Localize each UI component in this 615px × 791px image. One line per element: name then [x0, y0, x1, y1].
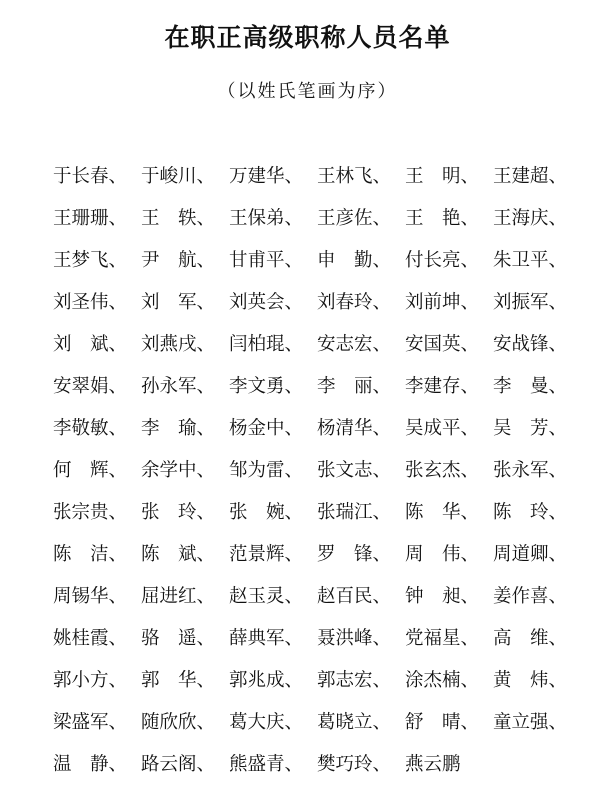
person-name: 于长春、: [53, 166, 128, 187]
person-name: 杨金中、: [229, 418, 304, 439]
person-name: 周 伟、: [405, 544, 480, 565]
name-row: [53, 240, 593, 282]
person-name: 童立强、: [493, 712, 568, 733]
person-name: 周道卿、: [493, 544, 568, 565]
document-title: 在职正高级职称人员名单: [164, 23, 451, 52]
person-name: 王 明、: [405, 166, 480, 187]
person-name: 郭志宏、: [317, 670, 392, 691]
person-name: 李 丽、: [317, 376, 392, 397]
person-name: 何 辉、: [53, 460, 128, 481]
person-name: 杨清华、: [317, 418, 392, 439]
name-row: [53, 534, 593, 576]
person-name: 张 玲、: [141, 502, 216, 523]
person-name: 陈 玲、: [493, 502, 568, 523]
person-name: 张宗贵、: [53, 502, 128, 523]
person-name: 张 婉、: [229, 502, 304, 523]
person-name: 梁盛军、: [53, 712, 128, 733]
person-name: 李文勇、: [229, 376, 304, 397]
person-name: 吴成平、: [405, 418, 480, 439]
person-name: 余学中、: [141, 460, 216, 481]
person-name: 周锡华、: [53, 586, 128, 607]
person-name: 钟 昶、: [405, 586, 480, 607]
person-name: 屈进红、: [141, 586, 216, 607]
person-name: 王林飞、: [317, 166, 392, 187]
person-name: 王海庆、: [493, 208, 568, 229]
person-name: 郭兆成、: [229, 670, 304, 691]
person-name: 刘春玲、: [317, 292, 392, 313]
person-name: 随欣欣、: [141, 712, 216, 733]
person-name: 尹 航、: [141, 250, 216, 271]
name-row: [53, 156, 593, 198]
person-name: 陈 斌、: [141, 544, 216, 565]
name-row: [53, 744, 593, 786]
person-name: 刘 军、: [141, 292, 216, 313]
person-name: 李 瑜、: [141, 418, 216, 439]
name-row: [53, 660, 593, 702]
person-name: 刘英会、: [229, 292, 304, 313]
person-name: 王梦飞、: [53, 250, 128, 271]
person-name: 郭 华、: [141, 670, 216, 691]
person-name: 安志宏、: [317, 334, 392, 355]
person-name: 王建超、: [493, 166, 568, 187]
person-name: 万建华、: [229, 166, 304, 187]
person-name: 孙永军、: [141, 376, 216, 397]
person-name: 葛大庆、: [229, 712, 304, 733]
person-name: 李敬敏、: [53, 418, 128, 439]
person-name: 王 艳、: [405, 208, 480, 229]
name-row: [53, 492, 593, 534]
person-name: 路云阁、: [141, 754, 216, 775]
person-name: 王 轶、: [141, 208, 216, 229]
person-name: 刘圣伟、: [53, 292, 128, 313]
person-name: 于峻川、: [141, 166, 216, 187]
person-name: 党福星、: [405, 628, 480, 649]
person-name: 王保弟、: [229, 208, 304, 229]
person-name: 薛典军、: [229, 628, 304, 649]
person-name: 吴 芳、: [493, 418, 568, 439]
person-name: 张文志、: [317, 460, 392, 481]
person-name: 范景辉、: [229, 544, 304, 565]
person-name: 李建存、: [405, 376, 480, 397]
person-name: 安战锋、: [493, 334, 568, 355]
person-name: 闫柏琨、: [229, 334, 304, 355]
name-row: [53, 618, 593, 660]
person-name: 邹为雷、: [229, 460, 304, 481]
person-name: 高 维、: [493, 628, 568, 649]
person-name: 张永军、: [493, 460, 568, 481]
person-name: 舒 晴、: [405, 712, 480, 733]
person-name: 葛晓立、: [317, 712, 392, 733]
person-name: 骆 遥、: [141, 628, 216, 649]
person-name: 刘前坤、: [405, 292, 480, 313]
person-name: 安翠娟、: [53, 376, 128, 397]
name-row: [53, 450, 593, 492]
person-name: 刘 斌、: [53, 334, 128, 355]
person-name: 王彦佐、: [317, 208, 392, 229]
person-name: 申 勤、: [317, 250, 392, 271]
person-name: 涂杰楠、: [405, 670, 480, 691]
person-name: 罗 锋、: [317, 544, 392, 565]
person-name: 陈 华、: [405, 502, 480, 523]
person-name: 郭小方、: [53, 670, 128, 691]
name-row: [53, 408, 593, 450]
person-name: 张玄杰、: [405, 460, 480, 481]
person-name: 张瑞江、: [317, 502, 392, 523]
person-name: 姚桂霞、: [53, 628, 128, 649]
name-row: [53, 702, 593, 744]
person-name: 李 曼、: [493, 376, 568, 397]
person-name: 姜作喜、: [493, 586, 568, 607]
person-name: 付长亮、: [405, 250, 480, 271]
person-name: 刘燕戌、: [141, 334, 216, 355]
person-name: 赵百民、: [317, 586, 392, 607]
person-name: 朱卫平、: [493, 250, 568, 271]
person-name: 聂洪峰、: [317, 628, 392, 649]
person-name: 燕云鹏: [405, 754, 461, 775]
person-name: 黄 炜、: [493, 670, 568, 691]
name-row: [53, 324, 593, 366]
name-list: [53, 156, 593, 786]
person-name: 安国英、: [405, 334, 480, 355]
person-name: 甘甫平、: [229, 250, 304, 271]
person-name: 樊巧玲、: [317, 754, 392, 775]
name-row: [53, 366, 593, 408]
name-row: [53, 576, 593, 618]
person-name: 赵玉灵、: [229, 586, 304, 607]
person-name: 刘振军、: [493, 292, 568, 313]
person-name: 熊盛青、: [229, 754, 304, 775]
person-name: 温 静、: [53, 754, 128, 775]
name-row: [53, 198, 593, 240]
name-row: [53, 282, 593, 324]
person-name: 陈 洁、: [53, 544, 128, 565]
person-name: 王珊珊、: [53, 208, 128, 229]
document-subtitle: （以姓氏笔画为序）: [217, 81, 398, 102]
